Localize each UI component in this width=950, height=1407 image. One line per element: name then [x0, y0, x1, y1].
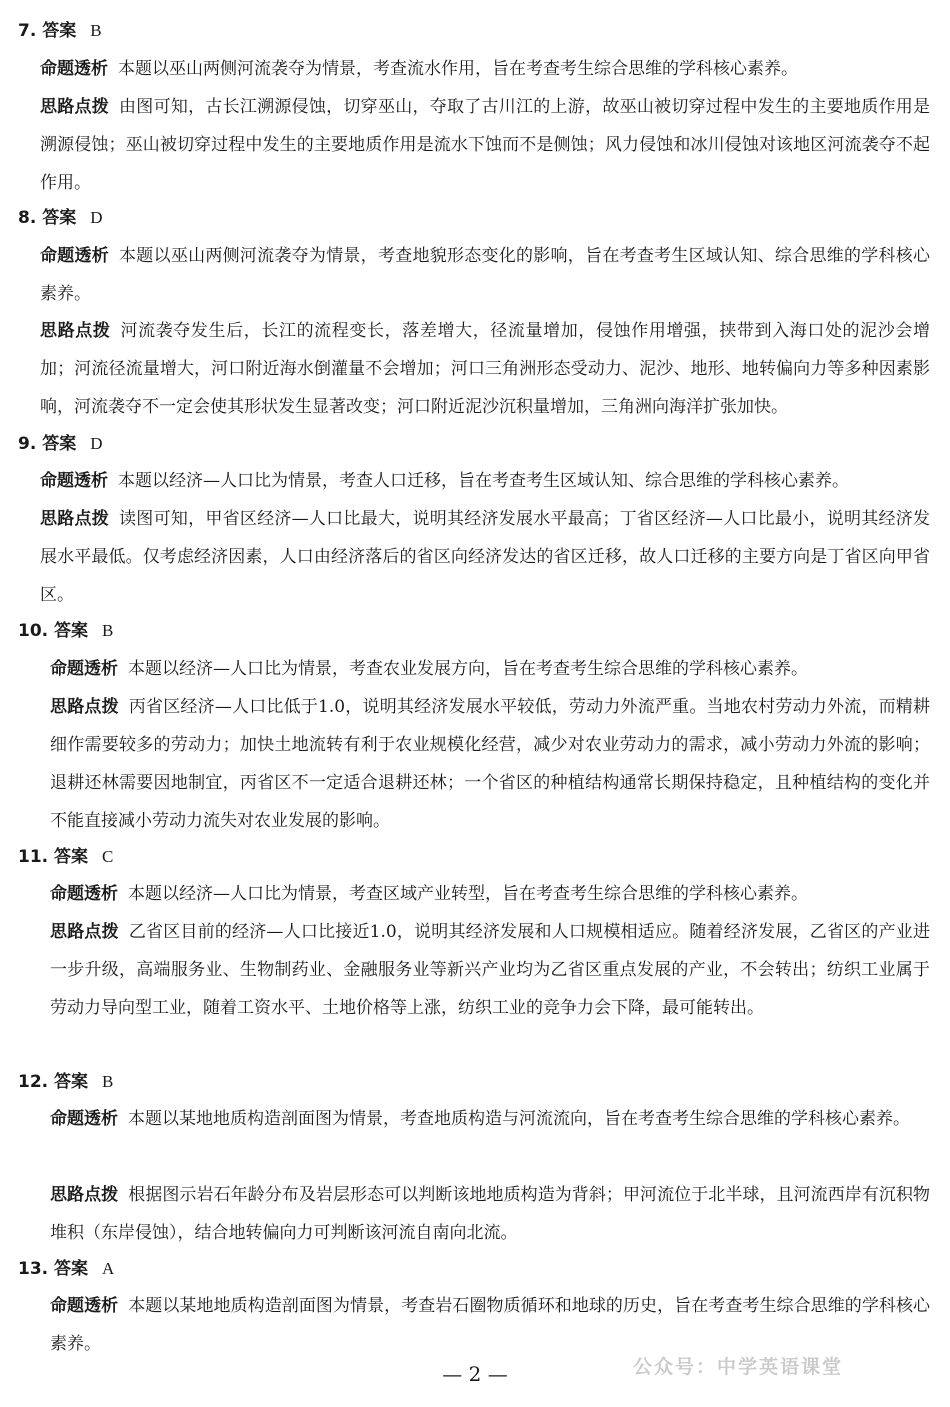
hint-label: 思路点拨 — [40, 509, 110, 529]
question-10-hint — [50, 688, 930, 840]
answer-letter: D — [90, 208, 103, 227]
hint-label: 思路点拨 — [40, 97, 110, 117]
page-number: — 2 — — [442, 1362, 508, 1386]
analysis-label: 命题透析 — [50, 884, 118, 904]
answer-letter: C — [102, 847, 114, 866]
analysis-label: 命题透析 — [40, 246, 110, 266]
answer-letter: D — [90, 434, 103, 453]
question-11-hint — [50, 913, 930, 1027]
answer-letter: B — [102, 1072, 114, 1091]
hint-text: 根据图示岩石年龄分布及岩层形态可以判断该地地质构造为背斜；甲河流位于北半球，且河流西岸有沉积物堆积（东岸侵蚀），结合地转偏向力可判断该河流自南向北流。 — [50, 1185, 931, 1243]
question-7-hint — [40, 88, 930, 202]
question-7-header — [18, 20, 102, 42]
question-13-header — [18, 1258, 114, 1280]
question-number: 10. 答案 — [18, 621, 89, 641]
watermark: 公众号：中学英语课堂 — [633, 1356, 844, 1378]
hint-text: 乙省区目前的经济—人口比接近1.0，说明其经济发展和人口规模相适应。随着经济发展，乙省区的产业进一步升级，高端服务业、生物制药业、金融服务业等新兴产业均为乙省区重点发展的产业，不会转出；纺织工业属于劳动力导向型工业，随着工资水平、土地价格等上涨，纺织工业的竞争力会下降，最可能转出。 — [50, 922, 930, 1018]
analysis-label: 命题透析 — [50, 1109, 118, 1129]
analysis-label: 命题透析 — [50, 659, 118, 679]
analysis-text: 本题以巫山两侧河流袭夺为情景，考查地貌形态变化的影响，旨在考查考生区域认知、综合思维的学科核心素养。 — [40, 246, 931, 304]
analysis-text: 本题以某地地质构造剖面图为情景，考查地质构造与河流流向，旨在考查考生综合思维的学科核心素养。 — [128, 1109, 910, 1129]
question-number: 12. 答案 — [18, 1072, 89, 1092]
hint-text: 由图可知，古长江溯源侵蚀，切穿巫山，夺取了古川江的上游，故巫山被切穿过程中发生的主要地质作用是溯源侵蚀；巫山被切穿过程中发生的主要地质作用是流水下蚀而不是侧蚀；风力侵蚀和冰川侵蚀对该地区河流袭夺不起作用。 — [40, 97, 931, 193]
question-number: 9. 答案 — [18, 434, 77, 454]
analysis-text: 本题以经济—人口比为情景，考查人口迁移，旨在考查考生区域认知、综合思维的学科核心素养。 — [118, 471, 849, 491]
analysis-label: 命题透析 — [40, 59, 108, 79]
question-7-analysis — [40, 50, 930, 88]
question-10-analysis — [50, 650, 930, 688]
question-number: 11. 答案 — [18, 847, 89, 867]
question-12-hint — [50, 1176, 930, 1252]
question-9-header — [18, 433, 103, 455]
question-10-header — [18, 620, 113, 642]
hint-label: 思路点拨 — [50, 922, 119, 942]
analysis-text: 本题以经济—人口比为情景，考查农业发展方向，旨在考查考生综合思维的学科核心素养。 — [128, 659, 808, 679]
question-11-header — [18, 846, 113, 868]
hint-text: 河流袭夺发生后，长江的流程变长，落差增大，径流量增加，侵蚀作用增强，挟带到入海口处的泥沙会增加；河流径流量增大，河口附近海水倒灌量不会增加；河口三角洲形态受动力、泥沙、地形、地转偏向力等多种因素影响，河流袭夺不一定会使其形状发生显著改变；河口附近泥沙沉积量增加，三角洲向海洋扩张加快。 — [40, 321, 931, 417]
question-11-analysis — [50, 875, 930, 913]
hint-text: 读图可知，甲省区经济—人口比最大，说明其经济发展水平最高；丁省区经济—人口比最小，说明其经济发展水平最低。仅考虑经济因素，人口由经济落后的省区向经济发达的省区迁移，故人口迁移的主要方向是丁省区向甲省区。 — [40, 509, 931, 605]
question-number: 13. 答案 — [18, 1259, 89, 1279]
answer-letter: B — [102, 621, 114, 640]
analysis-text: 本题以巫山两侧河流袭夺为情景，考查流水作用，旨在考查考生综合思维的学科核心素养。 — [118, 59, 798, 79]
hint-label: 思路点拨 — [50, 1185, 119, 1205]
question-number: 7. 答案 — [18, 21, 77, 41]
analysis-text: 本题以某地地质构造剖面图为情景，考查岩石圈物质循环和地球的历史，旨在考查考生综合思维的学科核心素养。 — [50, 1296, 931, 1354]
question-12-header — [18, 1071, 113, 1093]
question-8-analysis — [40, 237, 930, 313]
answer-letter: B — [90, 21, 102, 40]
question-8-hint — [40, 312, 930, 426]
question-8-header — [18, 207, 103, 229]
analysis-label: 命题透析 — [50, 1296, 119, 1316]
question-number: 8. 答案 — [18, 208, 77, 228]
analysis-label: 命题透析 — [40, 471, 108, 491]
question-9-hint — [40, 500, 930, 614]
hint-label: 思路点拨 — [40, 321, 111, 341]
analysis-text: 本题以经济—人口比为情景，考查区域产业转型，旨在考查考生综合思维的学科核心素养。 — [128, 884, 808, 904]
answer-letter: A — [102, 1259, 115, 1278]
question-12-analysis — [50, 1100, 930, 1138]
hint-label: 思路点拨 — [50, 697, 119, 717]
question-9-analysis — [40, 462, 930, 500]
hint-text: 丙省区经济—人口比低于1.0，说明其经济发展水平较低，劳动力外流严重。当地农村劳动力外流，而精耕细作需要较多的劳动力；加快土地流转有利于农业规模化经营，减少对农业劳动力的需求，减小劳动力外流的影响；退耕还林需要因地制宜，丙省区不一定适合退耕还林；一个省区的种植结构通常长期保持稳定，且种植结构的变化并不能直接减小劳动力流失对农业发展的影响。 — [50, 697, 930, 831]
